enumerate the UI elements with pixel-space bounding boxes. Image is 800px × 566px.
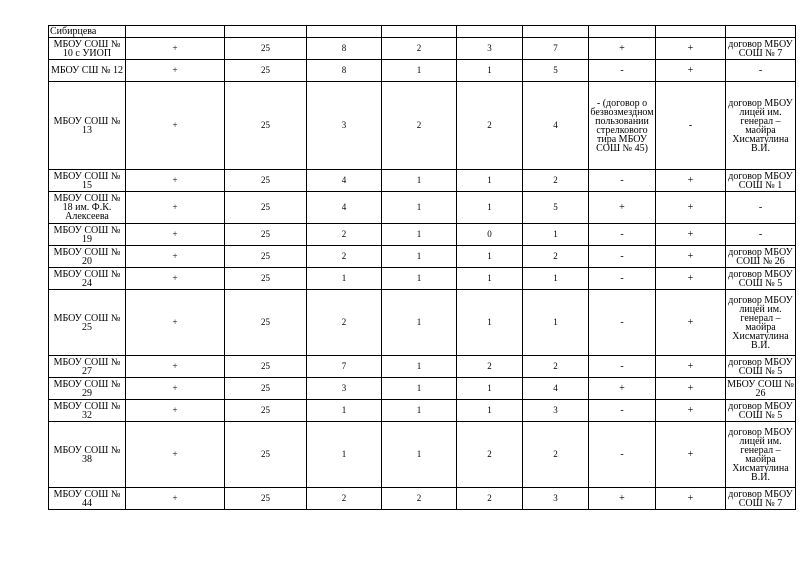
table-cell: договор МБОУ лицей им. генерал – маойра Хисматулина В.И. bbox=[726, 82, 796, 170]
table-cell: 5 bbox=[523, 192, 589, 224]
table-row bbox=[49, 290, 796, 356]
table-cell bbox=[523, 26, 589, 38]
school-name-cell: МБОУ СОШ № 18 им. Ф.К. Алексеева bbox=[49, 192, 126, 224]
table-cell: + bbox=[656, 356, 726, 378]
table-cell: 2 bbox=[457, 82, 523, 170]
table-row bbox=[49, 82, 796, 170]
table-cell: 1 bbox=[382, 246, 457, 268]
table-cell: + bbox=[126, 268, 225, 290]
table-cell: + bbox=[656, 224, 726, 246]
table-cell: 2 bbox=[457, 488, 523, 510]
table-cell: 8 bbox=[307, 60, 382, 82]
table-cell: + bbox=[589, 192, 656, 224]
school-name-cell: МБОУ СОШ № 29 bbox=[49, 378, 126, 400]
table-cell: - bbox=[726, 60, 796, 82]
table-row bbox=[49, 26, 796, 38]
table-cell: + bbox=[656, 60, 726, 82]
table-cell: 2 bbox=[523, 422, 589, 488]
table-row bbox=[49, 192, 796, 224]
school-name-cell: МБОУ СОШ № 38 bbox=[49, 422, 126, 488]
table-cell: 1 bbox=[457, 268, 523, 290]
table-cell: + bbox=[126, 60, 225, 82]
table-cell: договор МБОУ СОШ № 5 bbox=[726, 400, 796, 422]
table-cell bbox=[656, 26, 726, 38]
table-cell: 1 bbox=[457, 170, 523, 192]
table-row bbox=[49, 356, 796, 378]
table-cell: 25 bbox=[225, 224, 307, 246]
table-cell: 2 bbox=[457, 356, 523, 378]
schools-table bbox=[48, 25, 796, 510]
table-cell: 25 bbox=[225, 170, 307, 192]
table-cell: + bbox=[656, 192, 726, 224]
table-cell: - bbox=[589, 246, 656, 268]
table-cell bbox=[726, 26, 796, 38]
table-cell: + bbox=[126, 246, 225, 268]
table-cell: 0 bbox=[457, 224, 523, 246]
table-cell: 25 bbox=[225, 60, 307, 82]
table-cell bbox=[126, 26, 225, 38]
table-cell: 2 bbox=[523, 356, 589, 378]
table-row bbox=[49, 378, 796, 400]
table-cell: договор МБОУ СОШ № 1 bbox=[726, 170, 796, 192]
table-cell bbox=[225, 26, 307, 38]
table-cell: 4 bbox=[523, 82, 589, 170]
table-cell: 4 bbox=[307, 192, 382, 224]
table-cell: + bbox=[656, 488, 726, 510]
table-cell: 25 bbox=[225, 246, 307, 268]
school-name-cell: МБОУ СОШ № 44 bbox=[49, 488, 126, 510]
table-cell: 1 bbox=[382, 400, 457, 422]
table-cell: + bbox=[126, 192, 225, 224]
school-name-cell: МБОУ СОШ № 10 с УИОП bbox=[49, 38, 126, 60]
table-row bbox=[49, 400, 796, 422]
school-name-cell: МБОУ СОШ № 15 bbox=[49, 170, 126, 192]
table-cell: 25 bbox=[225, 378, 307, 400]
school-name-cell: МБОУ СОШ № 27 bbox=[49, 356, 126, 378]
table-cell: 1 bbox=[382, 378, 457, 400]
table-cell: + bbox=[656, 268, 726, 290]
table-cell: 7 bbox=[307, 356, 382, 378]
table-cell: - bbox=[589, 356, 656, 378]
school-name-cell: МБОУ СОШ № 32 bbox=[49, 400, 126, 422]
table-cell: 2 bbox=[307, 224, 382, 246]
table-cell: - bbox=[656, 82, 726, 170]
school-name-cell: Сибирцева bbox=[49, 26, 126, 38]
table-cell: + bbox=[126, 38, 225, 60]
table-cell: + bbox=[126, 356, 225, 378]
table-cell: 25 bbox=[225, 422, 307, 488]
school-name-cell: МБОУ СШ № 12 bbox=[49, 60, 126, 82]
table-cell: 1 bbox=[307, 268, 382, 290]
table-cell: 4 bbox=[307, 170, 382, 192]
table-cell: + bbox=[656, 170, 726, 192]
table-cell: 1 bbox=[457, 290, 523, 356]
table-cell: - bbox=[726, 192, 796, 224]
table-cell: 1 bbox=[382, 224, 457, 246]
table-cell: 1 bbox=[523, 268, 589, 290]
table-cell: - (договор о безвозмездном пользовании стрелкового тира МБОУ СОШ № 45) bbox=[589, 82, 656, 170]
table-cell: + bbox=[126, 422, 225, 488]
table-cell bbox=[457, 26, 523, 38]
table-cell: 25 bbox=[225, 488, 307, 510]
school-name-cell: МБОУ СОШ № 13 bbox=[49, 82, 126, 170]
table-cell: 4 bbox=[523, 378, 589, 400]
table-cell: 1 bbox=[382, 356, 457, 378]
table-row bbox=[49, 268, 796, 290]
table-cell: - bbox=[589, 224, 656, 246]
table-cell: 25 bbox=[225, 82, 307, 170]
table-cell: 1 bbox=[523, 224, 589, 246]
table-cell: 2 bbox=[307, 488, 382, 510]
table-cell: 2 bbox=[382, 82, 457, 170]
table-cell bbox=[307, 26, 382, 38]
table-cell: + bbox=[126, 488, 225, 510]
table-cell: 1 bbox=[382, 60, 457, 82]
table-cell: 1 bbox=[382, 192, 457, 224]
table-cell: + bbox=[656, 38, 726, 60]
table-cell: договор МБОУ СОШ № 5 bbox=[726, 268, 796, 290]
table-cell: - bbox=[589, 422, 656, 488]
table-cell: 1 bbox=[457, 246, 523, 268]
table-cell: 1 bbox=[457, 400, 523, 422]
table-cell: 2 bbox=[457, 422, 523, 488]
table-cell: 25 bbox=[225, 268, 307, 290]
table-cell: 1 bbox=[307, 400, 382, 422]
table-cell: + bbox=[126, 290, 225, 356]
table-row bbox=[49, 38, 796, 60]
school-name-cell: МБОУ СОШ № 24 bbox=[49, 268, 126, 290]
table-cell: - bbox=[726, 224, 796, 246]
table-cell: 8 bbox=[307, 38, 382, 60]
table-cell: договор МБОУ лицей им. генерал – маойра Хисматулина В.И. bbox=[726, 422, 796, 488]
table-cell: + bbox=[656, 246, 726, 268]
table-cell: 2 bbox=[307, 290, 382, 356]
table-cell: 1 bbox=[382, 422, 457, 488]
table-cell: МБОУ СОШ № 26 bbox=[727, 378, 794, 399]
school-name-cell: МБОУ СОШ № 20 bbox=[49, 246, 126, 268]
table-cell: договор МБОУ СОШ № 7 bbox=[726, 488, 796, 510]
table-cell: 25 bbox=[225, 356, 307, 378]
table-cell: 1 bbox=[382, 290, 457, 356]
table-cell: + bbox=[589, 488, 656, 510]
table-cell: 2 bbox=[382, 488, 457, 510]
school-name-cell: МБОУ СОШ № 19 bbox=[49, 224, 126, 246]
table-cell: - bbox=[589, 170, 656, 192]
table-cell: договор МБОУ СОШ № 7 bbox=[726, 38, 796, 60]
table-cell: 3 bbox=[523, 488, 589, 510]
table-cell: 1 bbox=[457, 192, 523, 224]
table-cell bbox=[382, 26, 457, 38]
table-cell: - bbox=[589, 60, 656, 82]
table-cell: 1 bbox=[382, 170, 457, 192]
table-cell: - bbox=[589, 290, 656, 356]
table-cell: 1 bbox=[523, 290, 589, 356]
table-cell: + bbox=[126, 82, 225, 170]
table-cell: + bbox=[656, 400, 726, 422]
table-cell: + bbox=[656, 422, 726, 488]
table-cell: + bbox=[656, 378, 726, 400]
table-cell: + bbox=[126, 170, 225, 192]
table-cell bbox=[589, 26, 656, 38]
table-cell: 3 bbox=[523, 400, 589, 422]
table-cell: + bbox=[126, 224, 225, 246]
table-cell: 1 bbox=[457, 378, 523, 400]
table-cell: 1 bbox=[307, 422, 382, 488]
table-cell: + bbox=[656, 290, 726, 356]
table-cell: 2 bbox=[382, 38, 457, 60]
table-row bbox=[49, 60, 796, 82]
table-row bbox=[49, 246, 796, 268]
table-cell: + bbox=[126, 378, 225, 400]
table-cell: договор МБОУ СОШ № 26 bbox=[726, 246, 796, 268]
table-cell: договор МБОУ СОШ № 5 bbox=[726, 356, 796, 378]
table-body bbox=[49, 26, 796, 510]
table-cell: + bbox=[126, 400, 225, 422]
table-cell: + bbox=[589, 38, 656, 60]
table-cell: 2 bbox=[523, 170, 589, 192]
table-cell: 3 bbox=[457, 38, 523, 60]
table-cell: - bbox=[589, 400, 656, 422]
table-cell: - bbox=[589, 268, 656, 290]
table-cell: 25 bbox=[225, 290, 307, 356]
table-cell: 7 bbox=[523, 38, 589, 60]
table-row bbox=[49, 422, 796, 488]
table-row bbox=[49, 488, 796, 510]
table-cell: 1 bbox=[382, 268, 457, 290]
table-cell: 5 bbox=[523, 60, 589, 82]
table-cell: 1 bbox=[457, 60, 523, 82]
table-cell: договор МБОУ лицей им. генерал – маойра Хисматулина В.И. bbox=[726, 290, 796, 356]
table-cell: 3 bbox=[307, 82, 382, 170]
table-cell: 25 bbox=[225, 192, 307, 224]
table-row bbox=[49, 224, 796, 246]
table-cell: 25 bbox=[225, 38, 307, 60]
table-row bbox=[49, 170, 796, 192]
table-cell: 2 bbox=[307, 246, 382, 268]
table-cell: + bbox=[589, 378, 656, 400]
table-cell: 25 bbox=[225, 400, 307, 422]
table-cell: 2 bbox=[523, 246, 589, 268]
school-name-cell: МБОУ СОШ № 25 bbox=[49, 290, 126, 356]
table-cell: 3 bbox=[307, 378, 382, 400]
